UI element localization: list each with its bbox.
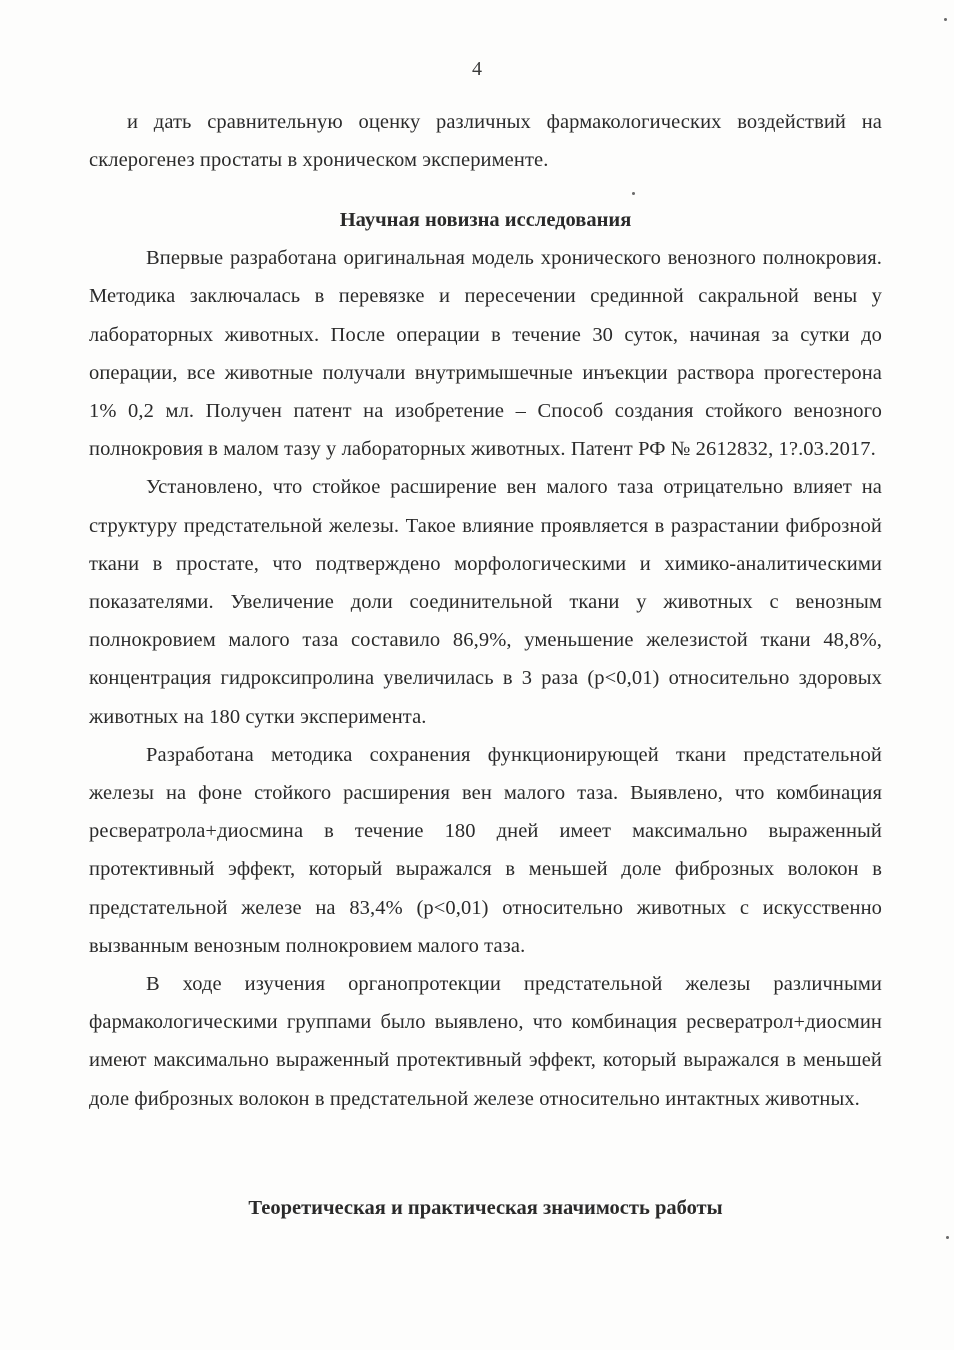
significance-section: [89, 1189, 882, 1227]
novelty-paragraph-3: Разработана методика сохранения функционирующей ткани предстательной железы на фоне стойкого расширения вен малого таза. Выявлено, что комбинация ресвератрола+диосмина в течение 180 дней имеет максимально выраженный протективный эффект, который выражался в меньшей доле фиброзных волокон в предстательной железе на 83,4% (р<0,01) относительно животных с искусственно вызванным венозным полнокровием малого таза.: [89, 743, 882, 957]
novelty-section: [89, 201, 882, 1118]
continuation-block: [89, 103, 882, 179]
page-number: 4: [472, 58, 482, 80]
section-heading-significance: Теоретическая и практическая значимость работы: [248, 1197, 723, 1219]
novelty-paragraph-2: Установлено, что стойкое расширение вен малого таза отрицательно влияет на структуру предстательной железы. Такое влияние проявляется в разрастании фиброзной ткани в простате, что подтверждено морфологическими и химико-аналитическими показателями. Увеличение доли соединительной ткани у животных с венозным полнокровием малого таза составило 86,9%, уменьшение железистой ткани 48,8%, концентрация гидроксипролина увеличилась в 3 раза (р<0,01) относительно здоровых животных на 180 сутки эксперимента.: [89, 476, 882, 728]
scan-speck: [632, 192, 635, 195]
continuation-paragraph: и дать сравнительную оценку различных фармакологических воздействий на склерогенез простаты в хроническом эксперименте.: [89, 111, 882, 172]
scan-speck: [946, 1236, 949, 1239]
scan-speck: [944, 18, 947, 21]
novelty-paragraph-1: Впервые разработана оригинальная модель хронического венозного полнокровия. Методика заключалась в перевязке и пересечении срединной сакральной вены у лабораторных животных. После операции в течение 30 суток, начиная за сутки до операции, все животные получали внутримышечные инъекции раствора прогестерона 1% 0,2 мл. Получен патент на изобретение – Способ создания стойкого венозного полнокровия в малом тазу у лабораторных животных. Патент РФ № 2612832, 1?.03.2017.: [89, 247, 882, 461]
novelty-paragraph-4: В ходе изучения органопротекции предстательной железы различными фармакологическими группами было выявлено, что комбинация ресвератрол+диосмин имеют максимально выраженный протективный эффект, который выражался в меньшей доле фиброзных волокон в предстательной железе относительно интактных животных.: [89, 973, 882, 1110]
section-heading-novelty: Научная новизна исследования: [339, 209, 632, 231]
